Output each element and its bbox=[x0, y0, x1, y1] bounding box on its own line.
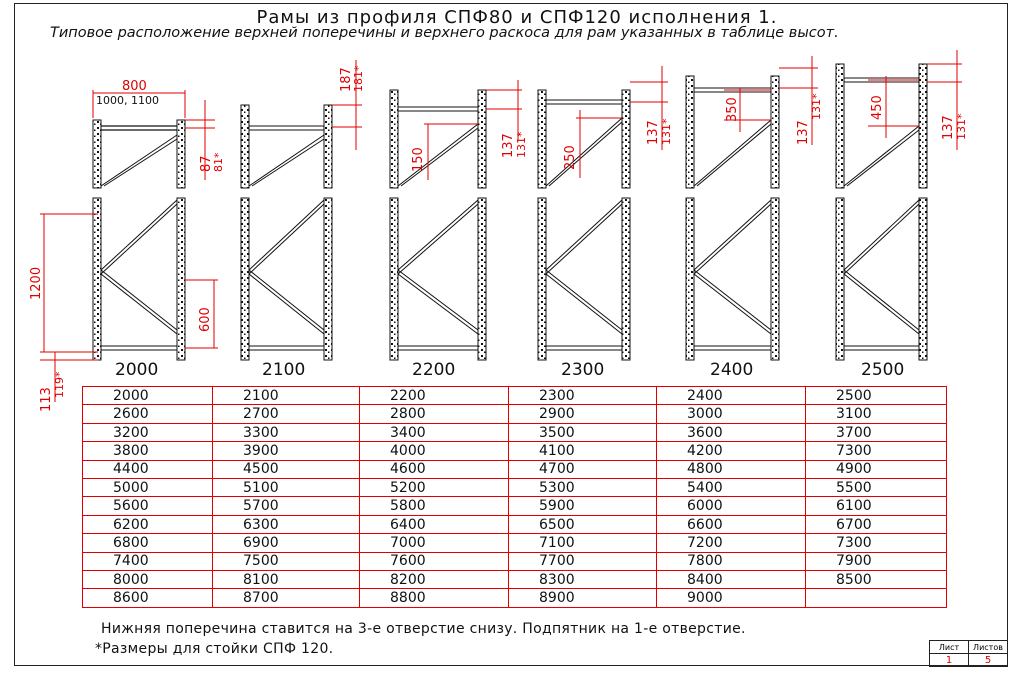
table-cell: 3800 bbox=[83, 442, 213, 460]
table-cell: 4600 bbox=[360, 460, 509, 478]
table-cell: 6900 bbox=[213, 534, 360, 552]
frame-label-2: 2100 bbox=[262, 360, 306, 380]
table-cell: 5300 bbox=[509, 479, 657, 497]
drawing-subtitle: Типовое расположение верхней поперечины и верхнего раскоса для рам указанных в таблице высот. bbox=[50, 25, 839, 41]
dim-187: 187 bbox=[339, 67, 354, 92]
table-row bbox=[83, 442, 947, 460]
table-row bbox=[83, 589, 947, 608]
table-cell: 2700 bbox=[213, 405, 360, 423]
table-cell: 5000 bbox=[83, 479, 213, 497]
stamp-sheets-label: Листов bbox=[969, 641, 1008, 654]
frame-2 bbox=[241, 60, 362, 360]
dim-113: 113 bbox=[39, 387, 54, 412]
table-cell: 6400 bbox=[360, 515, 509, 533]
heights-table bbox=[82, 386, 947, 608]
table-cell: 6500 bbox=[509, 515, 657, 533]
stamp-sheet-label: Лист bbox=[930, 641, 969, 654]
table-row bbox=[83, 460, 947, 478]
frame-6 bbox=[836, 50, 962, 360]
table-row bbox=[83, 497, 947, 515]
table-cell: 4200 bbox=[657, 442, 806, 460]
table-cell: 6600 bbox=[657, 515, 806, 533]
table-cell: 7700 bbox=[509, 552, 657, 570]
table-cell: 2800 bbox=[360, 405, 509, 423]
table-row bbox=[83, 534, 947, 552]
table-cell: 8900 bbox=[509, 589, 657, 608]
table-cell: 7300 bbox=[806, 442, 947, 460]
dim-1200: 1200 bbox=[29, 266, 44, 300]
dim-150: 150 bbox=[411, 147, 426, 172]
table-cell: 7600 bbox=[360, 552, 509, 570]
table-cell: 3200 bbox=[83, 423, 213, 441]
frame-label-5: 2400 bbox=[710, 360, 754, 380]
dim-width-800: 800 bbox=[122, 79, 147, 94]
table-cell: 7200 bbox=[657, 534, 806, 552]
dim-87: 87 bbox=[199, 155, 214, 172]
table-row bbox=[83, 479, 947, 497]
table-cell: 6000 bbox=[657, 497, 806, 515]
table-cell: 2000 bbox=[83, 387, 213, 405]
table-cell bbox=[806, 589, 947, 608]
table-row bbox=[83, 405, 947, 423]
dim-131s-b: 131* bbox=[660, 118, 673, 145]
table-cell: 5700 bbox=[213, 497, 360, 515]
table-cell: 5900 bbox=[509, 497, 657, 515]
note-bottom-crossbar: Нижняя поперечина ставится на 3-е отверстие снизу. Подпятник на 1-е отверстие. bbox=[101, 621, 746, 637]
table-row bbox=[83, 387, 947, 405]
table-cell: 3600 bbox=[657, 423, 806, 441]
note-spf120: *Размеры для стойки СПФ 120. bbox=[95, 641, 334, 657]
table-row bbox=[83, 571, 947, 589]
frame-label-6: 2500 bbox=[861, 360, 905, 380]
dim-137-c: 137 bbox=[796, 120, 811, 145]
table-cell: 5400 bbox=[657, 479, 806, 497]
dim-250: 250 bbox=[563, 145, 578, 170]
table-cell: 7400 bbox=[83, 552, 213, 570]
table-cell: 6100 bbox=[806, 497, 947, 515]
table-cell: 3700 bbox=[806, 423, 947, 441]
table-row bbox=[83, 552, 947, 570]
table-cell: 4500 bbox=[213, 460, 360, 478]
table-cell: 5100 bbox=[213, 479, 360, 497]
table-cell: 2100 bbox=[213, 387, 360, 405]
table-cell: 4900 bbox=[806, 460, 947, 478]
table-cell: 5200 bbox=[360, 479, 509, 497]
stamp-sheets-value: 5 bbox=[969, 654, 1008, 667]
drawing-title: Рамы из профиля СПФ80 и СПФ120 исполнения 1. bbox=[256, 7, 778, 28]
table-cell: 4400 bbox=[83, 460, 213, 478]
table-cell: 2600 bbox=[83, 405, 213, 423]
dim-181s: 181* bbox=[352, 65, 365, 92]
frame-label-3: 2200 bbox=[412, 360, 456, 380]
table-cell: 8700 bbox=[213, 589, 360, 608]
table-cell: 8600 bbox=[83, 589, 213, 608]
table-cell: 7300 bbox=[806, 534, 947, 552]
table-cell: 8400 bbox=[657, 571, 806, 589]
table-cell: 7000 bbox=[360, 534, 509, 552]
dim-119s: 119* bbox=[53, 371, 66, 398]
table-cell: 5500 bbox=[806, 479, 947, 497]
dim-450: 450 bbox=[870, 95, 885, 120]
table-cell: 3100 bbox=[806, 405, 947, 423]
dim-137-b: 137 bbox=[646, 120, 661, 145]
table-cell: 3500 bbox=[509, 423, 657, 441]
table-cell: 6200 bbox=[83, 515, 213, 533]
stamp-sheet-value: 1 bbox=[930, 654, 969, 667]
table-cell: 8300 bbox=[509, 571, 657, 589]
dim-131s-a: 131* bbox=[515, 131, 528, 158]
frame-3 bbox=[390, 80, 522, 360]
dim-350: 350 bbox=[725, 97, 740, 122]
table-cell: 4000 bbox=[360, 442, 509, 460]
table-cell: 5600 bbox=[83, 497, 213, 515]
dim-600: 600 bbox=[198, 307, 213, 332]
table-cell: 6300 bbox=[213, 515, 360, 533]
frame-label-4: 2300 bbox=[561, 360, 605, 380]
table-cell: 7900 bbox=[806, 552, 947, 570]
dim-131s-c: 131* bbox=[810, 93, 823, 120]
frame-5 bbox=[686, 56, 818, 360]
table-cell: 2200 bbox=[360, 387, 509, 405]
table-cell: 6800 bbox=[83, 534, 213, 552]
title-block-stamp bbox=[929, 640, 1008, 667]
table-cell: 2500 bbox=[806, 387, 947, 405]
frame-4 bbox=[538, 66, 668, 360]
table-cell: 7800 bbox=[657, 552, 806, 570]
table-cell: 4100 bbox=[509, 442, 657, 460]
table-cell: 8100 bbox=[213, 571, 360, 589]
table-cell: 2300 bbox=[509, 387, 657, 405]
table-cell: 8800 bbox=[360, 589, 509, 608]
table-cell: 8000 bbox=[83, 571, 213, 589]
table-cell: 6700 bbox=[806, 515, 947, 533]
table-cell: 3300 bbox=[213, 423, 360, 441]
table-cell: 7100 bbox=[509, 534, 657, 552]
table-cell: 9000 bbox=[657, 589, 806, 608]
table-cell: 8500 bbox=[806, 571, 947, 589]
frame-label-1: 2000 bbox=[115, 360, 159, 380]
dim-137-a: 137 bbox=[501, 133, 516, 158]
dim-131s-d: 131* bbox=[955, 113, 968, 140]
table-cell: 3900 bbox=[213, 442, 360, 460]
table-cell: 3400 bbox=[360, 423, 509, 441]
table-cell: 2900 bbox=[509, 405, 657, 423]
table-cell: 4800 bbox=[657, 460, 806, 478]
dim-width-alt: 1000, 1100 bbox=[96, 94, 159, 107]
frame-1 bbox=[40, 90, 218, 402]
table-cell: 2400 bbox=[657, 387, 806, 405]
table-cell: 5800 bbox=[360, 497, 509, 515]
table-cell: 7500 bbox=[213, 552, 360, 570]
table-cell: 8200 bbox=[360, 571, 509, 589]
dim-81s: 81* bbox=[212, 152, 225, 172]
table-cell: 4700 bbox=[509, 460, 657, 478]
table-row bbox=[83, 423, 947, 441]
table-row bbox=[83, 515, 947, 533]
table-cell: 3000 bbox=[657, 405, 806, 423]
dim-137-d: 137 bbox=[941, 115, 956, 140]
